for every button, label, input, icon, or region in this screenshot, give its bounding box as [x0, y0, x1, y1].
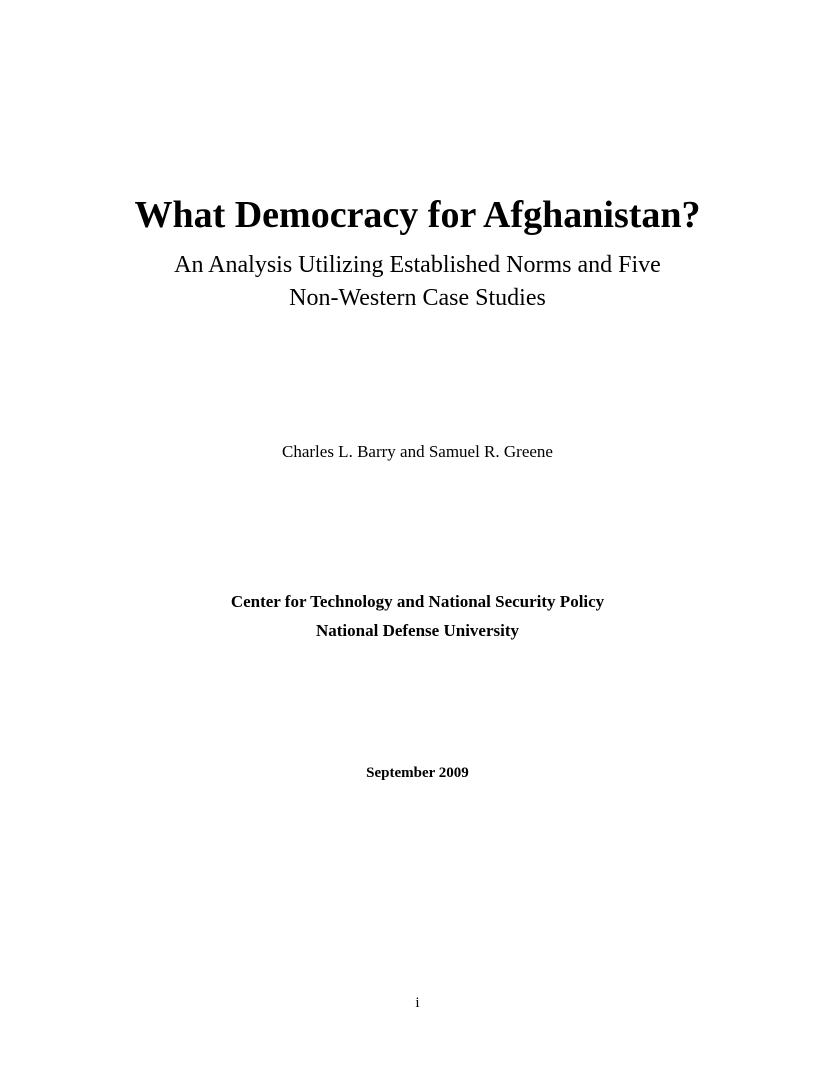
authors: Charles L. Barry and Samuel R. Greene [282, 442, 553, 461]
organization-center: Center for Technology and National Security Policy [230, 592, 605, 611]
page-number: i [415, 995, 420, 1011]
subtitle-line-2: Non-Western Case Studies [289, 285, 546, 311]
subtitle-line-1: An Analysis Utilizing Established Norms and Five [174, 252, 661, 278]
organization-university: National Defense University [315, 621, 520, 640]
publication-date: September 2009 [366, 765, 469, 781]
document-title: What Democracy for Afghanistan? [134, 194, 701, 236]
